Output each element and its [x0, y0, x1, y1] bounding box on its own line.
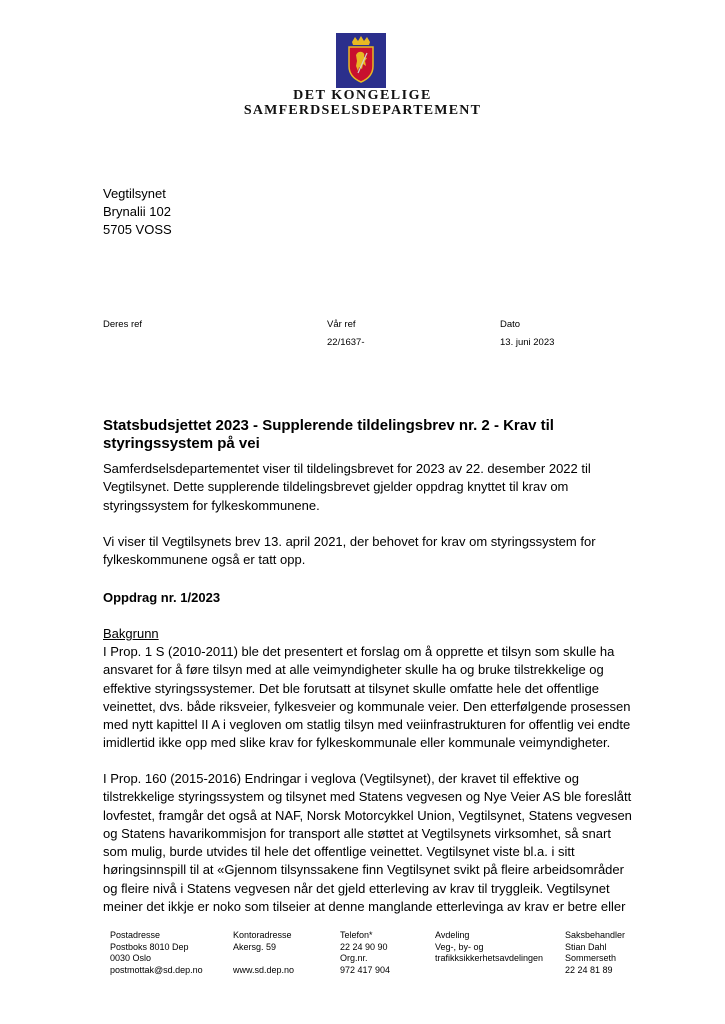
dato-label: Dato [500, 319, 521, 330]
text-line: som mulig, burde utvides til hele det offentlige veinettet. Vegtilsynet viste bl.a. i sitt [103, 844, 575, 860]
text-line: ansvaret for å føre tilsyn med at alle veimyndigheter skulle ha og bruke tilstrekkelige og [103, 662, 604, 678]
coat-of-arms-logo [336, 33, 386, 88]
footer-label: Kontoradresse [233, 930, 292, 940]
text-line: styringssystem for fylkeskommunene. [103, 497, 320, 513]
footer-avdeling [435, 930, 543, 965]
footer-label: Saksbehandler [565, 930, 626, 940]
text-line: fylkeskommunene også er tatt opp. [103, 552, 306, 568]
text-line: med nytt kapittel II A i vegloven om statlig tilsyn med veiinfrastrukturen for offentlig vei endte [103, 717, 631, 733]
text-line: meiner det ikkje er noko som tilseier at denne manglande etterlevinga av krav er betre eller [103, 899, 626, 915]
text-line: effektive styringssystemer. Det ble forutsatt at tilsynet skulle omfatte hele det offentlige [103, 680, 599, 696]
paragraph-prop160 [103, 770, 663, 916]
text-line: I Prop. 1 S (2010-2011) ble det presentert et forslag om å opprette et tilsyn som skulle ha [103, 644, 615, 659]
footer-line: Stian Dahl [565, 941, 607, 952]
footer-line: Veg-, by- og [435, 941, 484, 952]
dato-value: 13. juni 2023 [500, 337, 555, 348]
text-line: veinettet, dvs. både riksveier, fylkesveier og kommunale veier. Den etterfølgende prosessen [103, 698, 631, 714]
text-line: imidlertid ikke opp med slike krav for fylkeskommunale eller kommunale veimyndigheter. [103, 735, 611, 751]
text-line: og fleire nivå i Statens vegvesen når det gjeld etterleving av krav til tryggleik. Vegtilsynet [103, 880, 610, 896]
text-line: lovfestet, framgår det også at NAF, Norsk Motorcykkel Union, Vegtilsynet, Statens vegvesen [103, 807, 632, 823]
footer-line: Akersg. 59 [233, 941, 277, 952]
footer-postadresse [110, 930, 203, 977]
text-line: Vegtilsynet. Dette supplerende tildelingsbrevet gjelder oppdrag knyttet til krav om [103, 479, 569, 495]
footer-line: trafikksikkerhetsavdelingen [435, 953, 544, 964]
footer-line: Sommerseth [565, 953, 617, 964]
deres-ref-label: Deres ref [103, 319, 143, 330]
footer-line: 0030 Oslo [110, 953, 152, 964]
bakgrunn-heading: Bakgrunn [103, 626, 159, 641]
footer-line: Org.nr. [340, 953, 368, 964]
oppdrag-heading: Oppdrag nr. 1/2023 [103, 590, 221, 605]
var-ref-label: Vår ref [327, 319, 356, 330]
paragraph-background [103, 643, 663, 753]
footer-website: www.sd.dep.no [233, 965, 295, 976]
recipient-address [103, 185, 172, 239]
letter-title: Statsbudsjettet 2023 - Supplerende tildelingsbrev nr. 2 - Krav til styringssystem på vei [103, 417, 554, 452]
department-line-2: SAMFERDSELSDEPARTEMENT [243, 103, 482, 118]
footer-telefon [340, 930, 390, 977]
text-line: og Statens havarikommisjon for transport alle støttet at Vegtilsynets virksomhet, så snart [103, 825, 611, 841]
text-line: Vi viser til Vegtilsynets brev 13. april 2021, der behovet for krav om styringssystem for [103, 534, 596, 549]
footer-label: Postadresse [110, 930, 161, 940]
footer-line: 22 24 90 90 [340, 941, 388, 952]
department-line-1: DET KONGELIGE [293, 88, 432, 103]
recipient-name: Vegtilsynet [103, 186, 166, 201]
recipient-street: Brynalii 102 [103, 204, 171, 219]
footer-saksbehandler [565, 930, 625, 977]
footer-label: Telefon* [340, 930, 373, 940]
var-ref-value: 22/1637- [327, 337, 365, 348]
recipient-postal: 5705 VOSS [103, 222, 172, 237]
footer-line: Postboks 8010 Dep [110, 941, 189, 952]
footer-email: postmottak@sd.dep.no [110, 965, 203, 976]
text-line: Samferdselsdepartementet viser til tildelingsbrevet for 2023 av 22. desember 2022 til [103, 461, 591, 476]
footer-kontoradresse [233, 930, 294, 977]
paragraph-reference [103, 533, 663, 570]
footer-line: 22 24 81 89 [565, 965, 613, 976]
footer-line: 972 417 904 [340, 965, 391, 976]
footer-line [233, 953, 294, 965]
footer-label: Avdeling [435, 930, 470, 940]
text-line: I Prop. 160 (2015-2016) Endringar i veglova (Vegtilsynet), der kravet til effektive og [103, 771, 579, 786]
paragraph-intro [103, 460, 663, 515]
text-line: tilstrekkelige styringssystem og tilsynet med Statens vegvesen og Nye Veier AS ble foreslått [103, 789, 632, 805]
text-line: høringsinnspill til at «Gjennom tilsynssakene finn Vegtilsynet svikt på fleire arbeidsområder [103, 862, 624, 878]
